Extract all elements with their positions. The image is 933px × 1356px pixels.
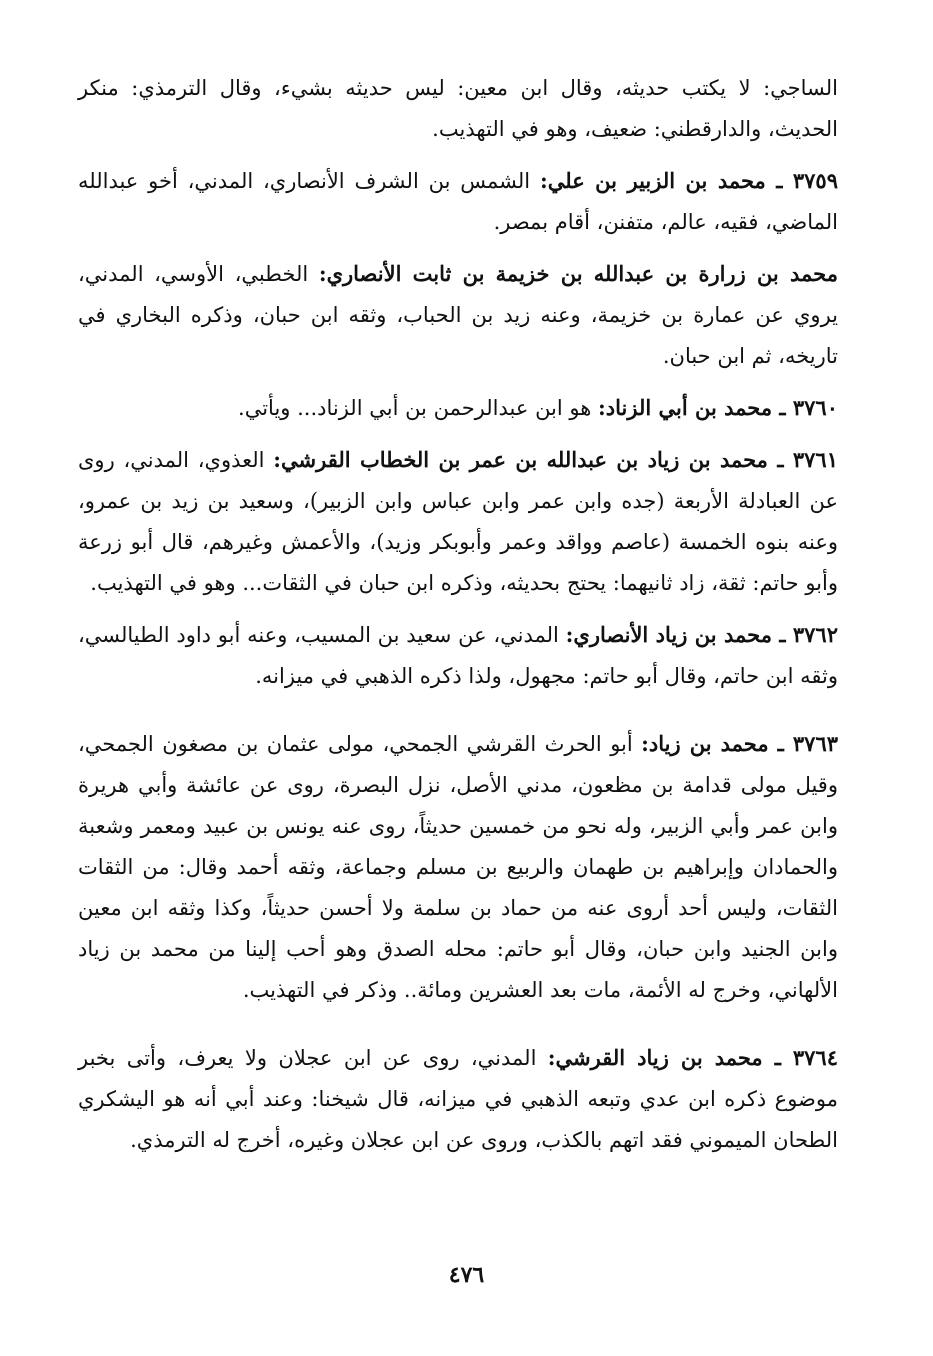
entry-heading: ٣٧٦١ ـ محمد بن زياد بن عبدالله بن عمر بن الخطاب القرشي: bbox=[273, 447, 838, 472]
page-text-body bbox=[78, 68, 838, 1171]
entry-3760 bbox=[78, 387, 838, 429]
entry-text: الخطبي، الأوسي، المدني، يروي عن عمارة بن خزيمة، وعنه زيد بن الحباب، وثقه ابن حبان، وذكره البخاري في تاريخه، ثم ابن حبان. bbox=[78, 262, 838, 368]
entry-text: الشمس بن الشرف الأنصاري، المدني، أخو عبدالله الماضي، فقيه، عالم، متفنن، أقام بمصر. bbox=[78, 169, 838, 234]
entry-3761 bbox=[78, 439, 838, 604]
entry-text: العذوي، المدني، روى عن العبادلة الأربعة (جده وابن عمر وابن عباس وابن الزبير)، وسعيد بن زيد بن عمرو، وعنه بنوه الخمسة (عاصم وواقد وعمر وأبوبكر وزيد)، والأعمش وغيرهم، قال أبو زرعة وأبو حاتم: ثقة، زاد ثانيهما: يحتج بحديثه، وذكره ابن حبان في الثقات... وهو في التهذيب. bbox=[78, 448, 838, 595]
entry-text: المدني، عن سعيد بن المسيب، وعنه أبو داود الطيالسي، وثقه ابن حاتم، وقال أبو حاتم: مجهول، ولذا ذكره الذهبي في ميزانه. bbox=[78, 623, 838, 688]
entry-heading: ٣٧٦٣ ـ محمد بن زياد: bbox=[641, 731, 839, 756]
entry-text: المدني، روى عن ابن عجلان ولا يعرف، وأتى بخبر موضوع ذكره ابن عدي وتبعه الذهبي في ميزانه، قال شيخنا: وعند أبي أنه هو اليشكري الطحان الميموني فقد اتهم بالكذب، وروى عن ابن عجلان وغيره، أخرج له الترمذي. bbox=[78, 1046, 838, 1152]
entry-heading: ٣٧٦٤ ـ محمد بن زياد القرشي: bbox=[547, 1045, 838, 1070]
entry-heading: ٣٧٥٩ ـ محمد بن الزبير بن علي: bbox=[539, 168, 838, 193]
entry-text: أبو الحرث القرشي الجمحي، مولى عثمان بن مصغون الجمحي، وقيل مولى قدامة بن مظعون، مدني الأصل، نزل البصرة، روى عن عائشة وأبي هريرة وابن عمر وأبي الزبير، وله نحو من خمسين حديثاً، روى عنه يونس بن عبيد ومعمر وشعبة والحمادان وإبراهيم بن طهمان والربيع بن مسلم وجماعة، وثقه أحمد وقال: من الثقات الثقات، وليس أحد أروى عنه من حماد بن سلمة ولا أحسن حديثاً، وكذا وثقه ابن معين وابن الجنيد وابن حبان، وقال أبو حاتم: محله الصدق وهو أحب إلينا من محمد بن زياد الألهاني، وخرج له الأئمة، مات بعد العشرين ومائة.. وذكر في التهذيب. bbox=[78, 732, 838, 1002]
entry-text: الساجي: لا يكتب حديثه، وقال ابن معين: ليس حديثه بشيء، وقال الترمذي: منكر الحديث، والدارقطني: ضعيف، وهو في التهذيب. bbox=[78, 76, 838, 141]
page-number: ٤٧٦ bbox=[448, 1262, 485, 1288]
entry-heading: محمد بن زرارة بن عبدالله بن خزيمة بن ثابت الأنصاري: bbox=[318, 261, 838, 286]
entry-3762 bbox=[78, 614, 838, 697]
entry-heading: ٣٧٦٠ ـ محمد بن أبي الزناد: bbox=[598, 395, 838, 420]
entry-text: هو ابن عبدالرحمن بن أبي الزناد... ويأتي. bbox=[238, 396, 599, 420]
entry-3759 bbox=[78, 160, 838, 243]
entry-3763 bbox=[78, 723, 838, 1011]
entry-heading: ٣٧٦٢ ـ محمد بن زياد الأنصاري: bbox=[565, 622, 838, 647]
entry-3764 bbox=[78, 1037, 838, 1161]
entry-muhammad-bin-zurara bbox=[78, 253, 838, 377]
entry-continuation bbox=[78, 68, 838, 150]
